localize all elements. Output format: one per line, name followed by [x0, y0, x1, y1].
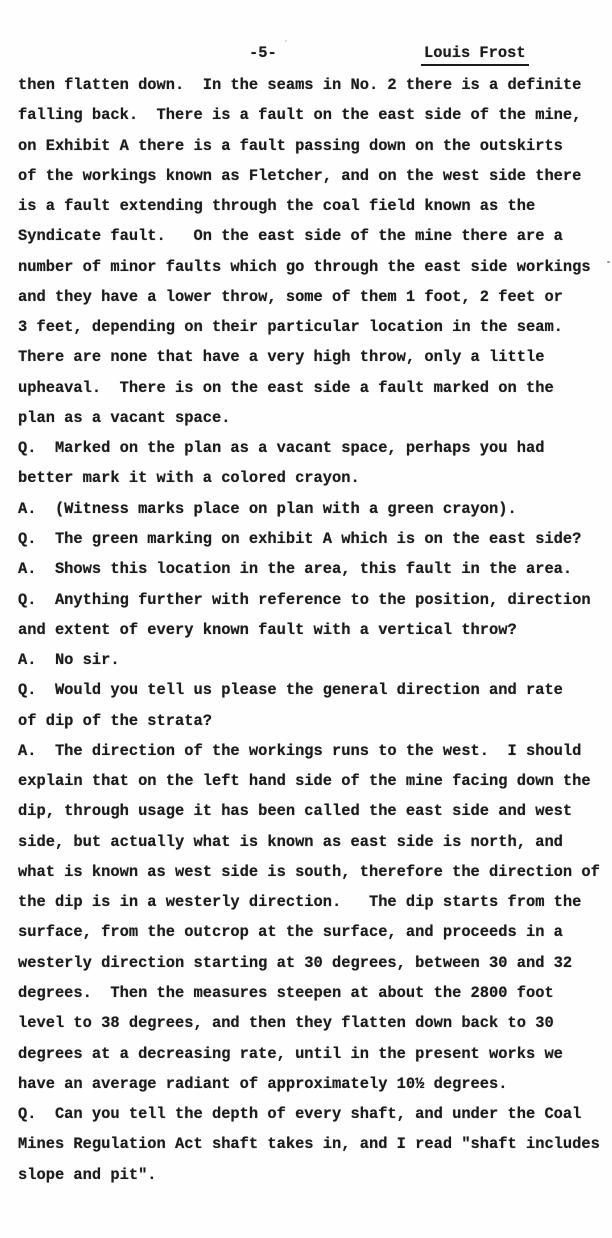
text-line: surface, from the outcrop at the surface, and proceeds in a — [18, 923, 563, 942]
text-line: 3 feet, depending on their particular location in the seam. — [18, 318, 563, 337]
text-line: of dip of the strata? — [18, 711, 212, 730]
text-line: what is known as west side is south, therefore the direction of — [18, 862, 600, 881]
text-line: level to 38 degrees, and then they flatten down back to 30 — [18, 1014, 554, 1033]
text-line: Q. Would you tell us please the general direction and rate — [18, 681, 563, 700]
scan-speck — [607, 261, 610, 263]
text-line: Mines Regulation Act shaft takes in, and I read "shaft includes — [18, 1135, 600, 1154]
text-line: and they have a lower throw, some of them 1 foot, 2 feet or — [18, 287, 563, 306]
text-line: number of minor faults which go through the east side workings — [18, 257, 591, 276]
text-line: westerly direction starting at 30 degrees, between 30 and 32 — [18, 953, 573, 972]
text-line: A. No sir. — [18, 651, 120, 670]
page-header — [0, 44, 612, 68]
page-number: -5- — [249, 44, 277, 62]
text-line: A. Shows this location in the area, this fault in the area. — [18, 560, 573, 579]
text-line: falling back. There is a fault on the east side of the mine, — [18, 106, 582, 125]
text-line: Q. The green marking on exhibit A which is on the east side? — [18, 529, 582, 548]
text-line: have an average radiant of approximately 10½ degrees. — [18, 1074, 508, 1093]
text-line: plan as a vacant space. — [18, 408, 231, 427]
text-line: Q. Anything further with reference to the position, direction — [18, 590, 591, 609]
text-line: dip, through usage it has been called the east side and west — [18, 802, 573, 821]
text-line: slope and pit". — [18, 1165, 157, 1184]
text-line: on Exhibit A there is a fault passing down on the outskirts — [18, 136, 563, 155]
text-line: Q. Can you tell the depth of every shaft, and under the Coal — [18, 1105, 582, 1124]
text-line: is a fault extending through the coal field known as the — [18, 197, 536, 216]
text-line: better mark it with a colored crayon. — [18, 469, 360, 488]
text-line: of the workings known as Fletcher, and on the west side there — [18, 166, 582, 185]
scan-speck — [285, 40, 287, 42]
text-line: then flatten down. In the seams in No. 2 there is a definite — [18, 76, 582, 94]
text-line: A. (Witness marks place on plan with a green crayon). — [18, 499, 517, 518]
text-line: and extent of every known fault with a vertical throw? — [18, 620, 517, 639]
text-line: degrees at a decreasing rate, until in the present works we — [18, 1044, 563, 1063]
text-line: degrees. Then the measures steepen at about the 2800 foot — [18, 983, 554, 1002]
text-line: There are none that have a very high throw, only a little — [18, 348, 545, 367]
witness-name: Louis Frost — [421, 44, 529, 66]
document-body — [18, 70, 608, 1190]
text-line: explain that on the left hand side of the mine facing down the — [18, 772, 591, 791]
text-line: upheaval. There is on the east side a fault marked on the — [18, 378, 554, 397]
text-line: side, but actually what is known as east side is north, and — [18, 832, 563, 851]
text-line: the dip is in a westerly direction. The dip starts from the — [18, 893, 582, 912]
text-line: Q. Marked on the plan as a vacant space, perhaps you had — [18, 439, 545, 458]
text-line: A. The direction of the workings runs to the west. I should — [18, 741, 582, 760]
text-line: Syndicate fault. On the east side of the mine there are a — [18, 227, 563, 246]
